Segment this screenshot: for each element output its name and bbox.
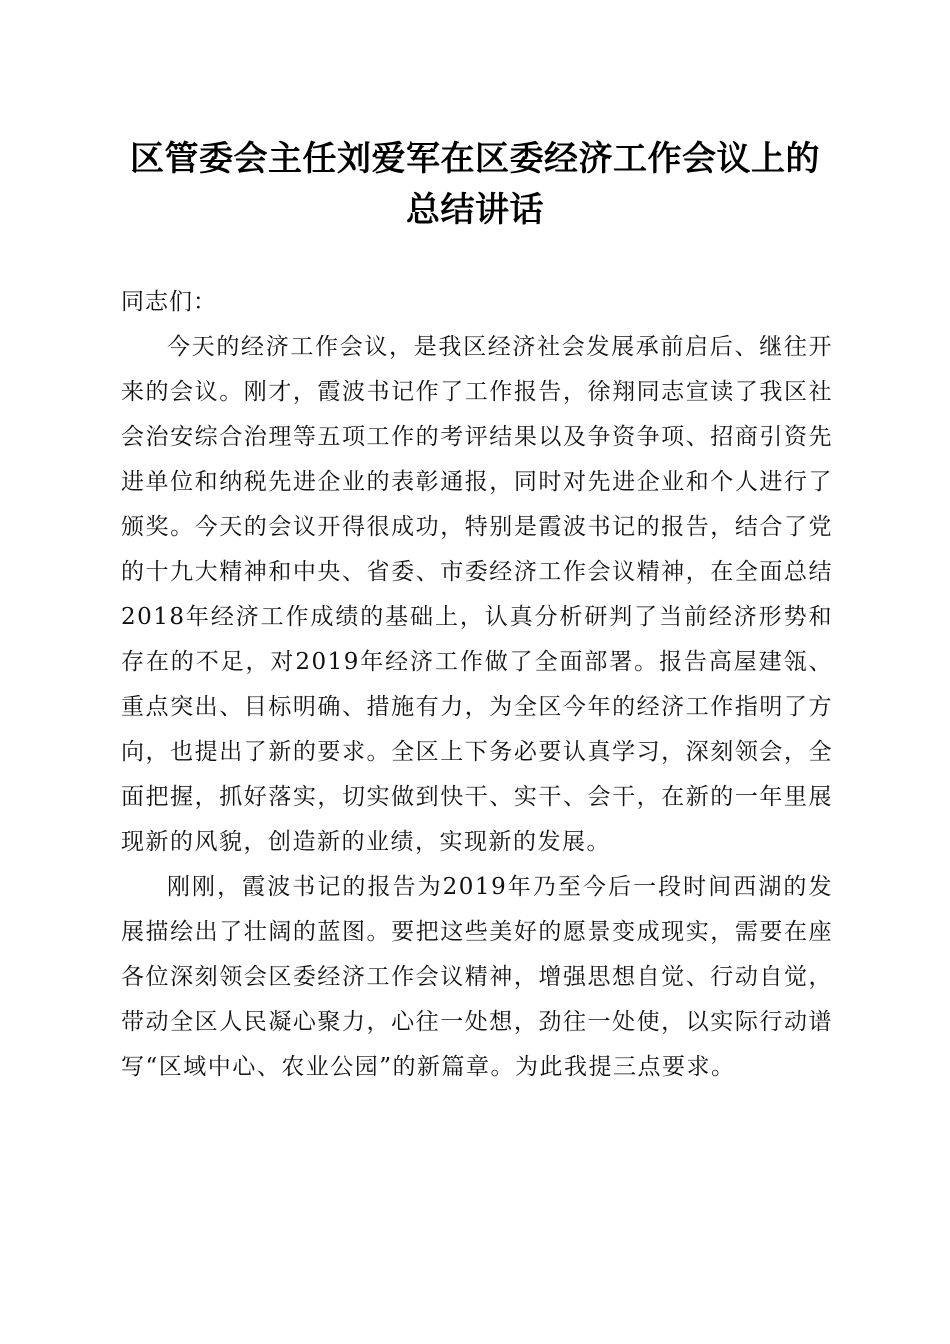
- document-title: [100, 134, 850, 236]
- title-line-2: 总结讲话: [406, 190, 544, 230]
- document-body: [121, 280, 833, 1090]
- paragraph-2: 刚刚，霞波书记的报告为2019年乃至今后一段时间西湖的发展描绘出了壮阔的蓝图。要把这些美好的愿景变成现实，需要在座各位深刻领会区委经济工作会议精神，增强思想自觉、行动自觉，带动全区人民凝心聚力，心往一处想，劲往一处使，以实际行动谱写“区域中心、农业公园”的新篇章。为此我提三点要求。: [121, 874, 833, 1080]
- paragraph-1: 今天的经济工作会议，是我区经济社会发展承前启后、继往开来的会议。刚才，霞波书记作了工作报告，徐翔同志宣读了我区社会治安综合治理等五项工作的考评结果以及争资争项、招商引资先进单位和纳税先进企业的表彰通报，同时对先进企业和个人进行了颁奖。今天的会议开得很成功，特别是霞波书记的报告，结合了党的十九大精神和中央、省委、市委经济工作会议精神，在全面总结2018年经济工作成绩的基础上，认真分析研判了当前经济形势和存在的不足，对2019年经济工作做了全面部署。报告高屋建瓴、重点突出、目标明确、措施有力，为全区今年的经济工作指明了方向，也提出了新的要求。全区上下务必要认真学习，深刻领会，全面把握，抓好落实，切实做到快干、实干、会干，在新的一年里展现新的风貌，创造新的业绩，实现新的发展。: [121, 334, 833, 855]
- salutation: 同志们：: [121, 289, 217, 315]
- title-line-1: 区管委会主任刘爱军在区委经济工作会议上的: [130, 139, 820, 179]
